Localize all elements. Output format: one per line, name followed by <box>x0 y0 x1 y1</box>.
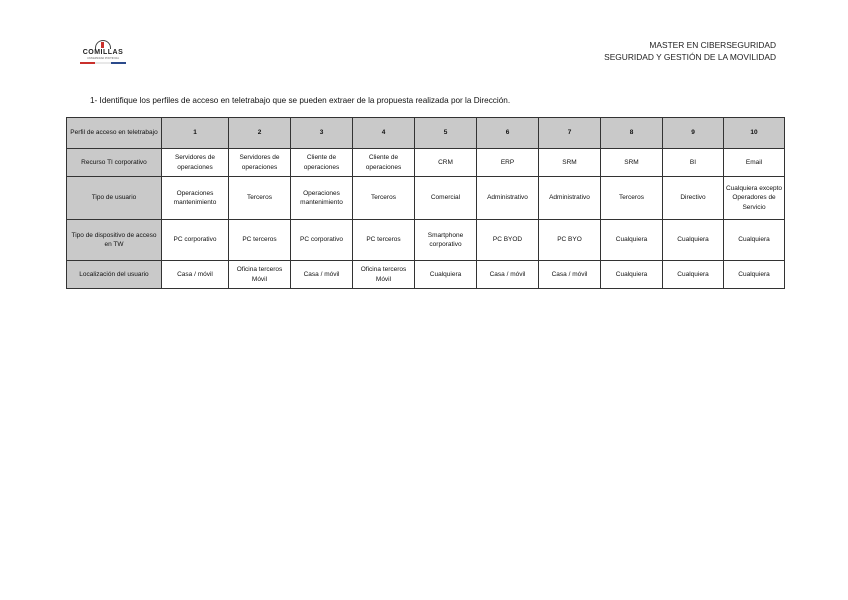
table-cell: Servidores de operaciones <box>229 149 291 177</box>
column-header: 10 <box>724 118 785 149</box>
comillas-logo <box>80 40 126 66</box>
table-cell: Cualquiera <box>601 261 663 289</box>
header-line-2: SEGURIDAD Y GESTIÓN DE LA MOVILIDAD <box>604 52 776 62</box>
logo-stripe <box>80 62 126 64</box>
table-cell: Administrativo <box>539 177 601 220</box>
table-cell: SRM <box>601 149 663 177</box>
access-profiles-table <box>66 117 785 289</box>
table-cell: Oficina terceros Móvil <box>229 261 291 289</box>
logo-arch-icon <box>95 40 111 49</box>
column-header: 9 <box>663 118 724 149</box>
table-cell: Terceros <box>229 177 291 220</box>
column-header: 7 <box>539 118 601 149</box>
table-cell: Terceros <box>601 177 663 220</box>
document-header <box>604 39 776 63</box>
table-cell: Smartphone corporativo <box>415 220 477 261</box>
table-cell: PC BYOD <box>477 220 539 261</box>
table-cell: Directivo <box>663 177 724 220</box>
table-row <box>67 261 785 289</box>
table-cell: Casa / móvil <box>162 261 229 289</box>
table-cell: ERP <box>477 149 539 177</box>
table-cell: CRM <box>415 149 477 177</box>
table-cell: Cliente de operaciones <box>291 149 353 177</box>
table-cell: Cualquiera <box>663 261 724 289</box>
table-cell: Cualquiera <box>724 220 785 261</box>
question-text: 1- Identifique los perfiles de acceso en teletrabajo que se pueden extraer de la propuesta realizada por la Dirección. <box>90 96 511 105</box>
logo-subtitle: UNIVERSIDAD PONTIFICIA <box>87 57 119 60</box>
row-label: Tipo de dispositivo de acceso en TW <box>67 220 162 261</box>
header-label-cell: Perfil de acceso en teletrabajo <box>67 118 162 149</box>
logo-stripe-white <box>95 62 110 64</box>
table-cell: Terceros <box>353 177 415 220</box>
table-cell: Cualquiera <box>724 261 785 289</box>
table-cell: PC corporativo <box>291 220 353 261</box>
table-cell: PC corporativo <box>162 220 229 261</box>
column-header: 3 <box>291 118 353 149</box>
table-cell: BI <box>663 149 724 177</box>
table-cell: Administrativo <box>477 177 539 220</box>
table-cell: Casa / móvil <box>477 261 539 289</box>
row-label: Tipo de usuario <box>67 177 162 220</box>
table-cell: Servidores de operaciones <box>162 149 229 177</box>
table-cell: Cliente de operaciones <box>353 149 415 177</box>
table-cell: SRM <box>539 149 601 177</box>
column-header: 5 <box>415 118 477 149</box>
column-header: 1 <box>162 118 229 149</box>
table-cell: Cualquiera <box>601 220 663 261</box>
column-header: 4 <box>353 118 415 149</box>
table-header-row <box>67 118 785 149</box>
logo-stripe-red <box>80 62 95 64</box>
table-cell: PC BYO <box>539 220 601 261</box>
table-cell: PC terceros <box>353 220 415 261</box>
table-cell: Cualquiera <box>415 261 477 289</box>
logo-name: COMILLAS <box>82 49 124 56</box>
table-cell: Comercial <box>415 177 477 220</box>
table-cell: Operaciones mantenimiento <box>291 177 353 220</box>
table-cell: Casa / móvil <box>291 261 353 289</box>
column-header: 2 <box>229 118 291 149</box>
table-row <box>67 149 785 177</box>
table-cell: Oficina terceros Móvil <box>353 261 415 289</box>
table-cell: Casa / móvil <box>539 261 601 289</box>
column-header: 8 <box>601 118 663 149</box>
table-row <box>67 220 785 261</box>
table-row <box>67 177 785 220</box>
table-cell: Operaciones mantenimiento <box>162 177 229 220</box>
header-line-1: MASTER EN CIBERSEGURIDAD <box>649 40 776 50</box>
row-label: Localización del usuario <box>67 261 162 289</box>
row-label: Recurso TI corporativo <box>67 149 162 177</box>
table-cell: Cualquiera excepto Operadores de Servicio <box>724 177 785 220</box>
table-cell: Cualquiera <box>663 220 724 261</box>
logo-stripe-blue <box>111 62 126 64</box>
table-cell: Email <box>724 149 785 177</box>
table-cell: PC terceros <box>229 220 291 261</box>
column-header: 6 <box>477 118 539 149</box>
